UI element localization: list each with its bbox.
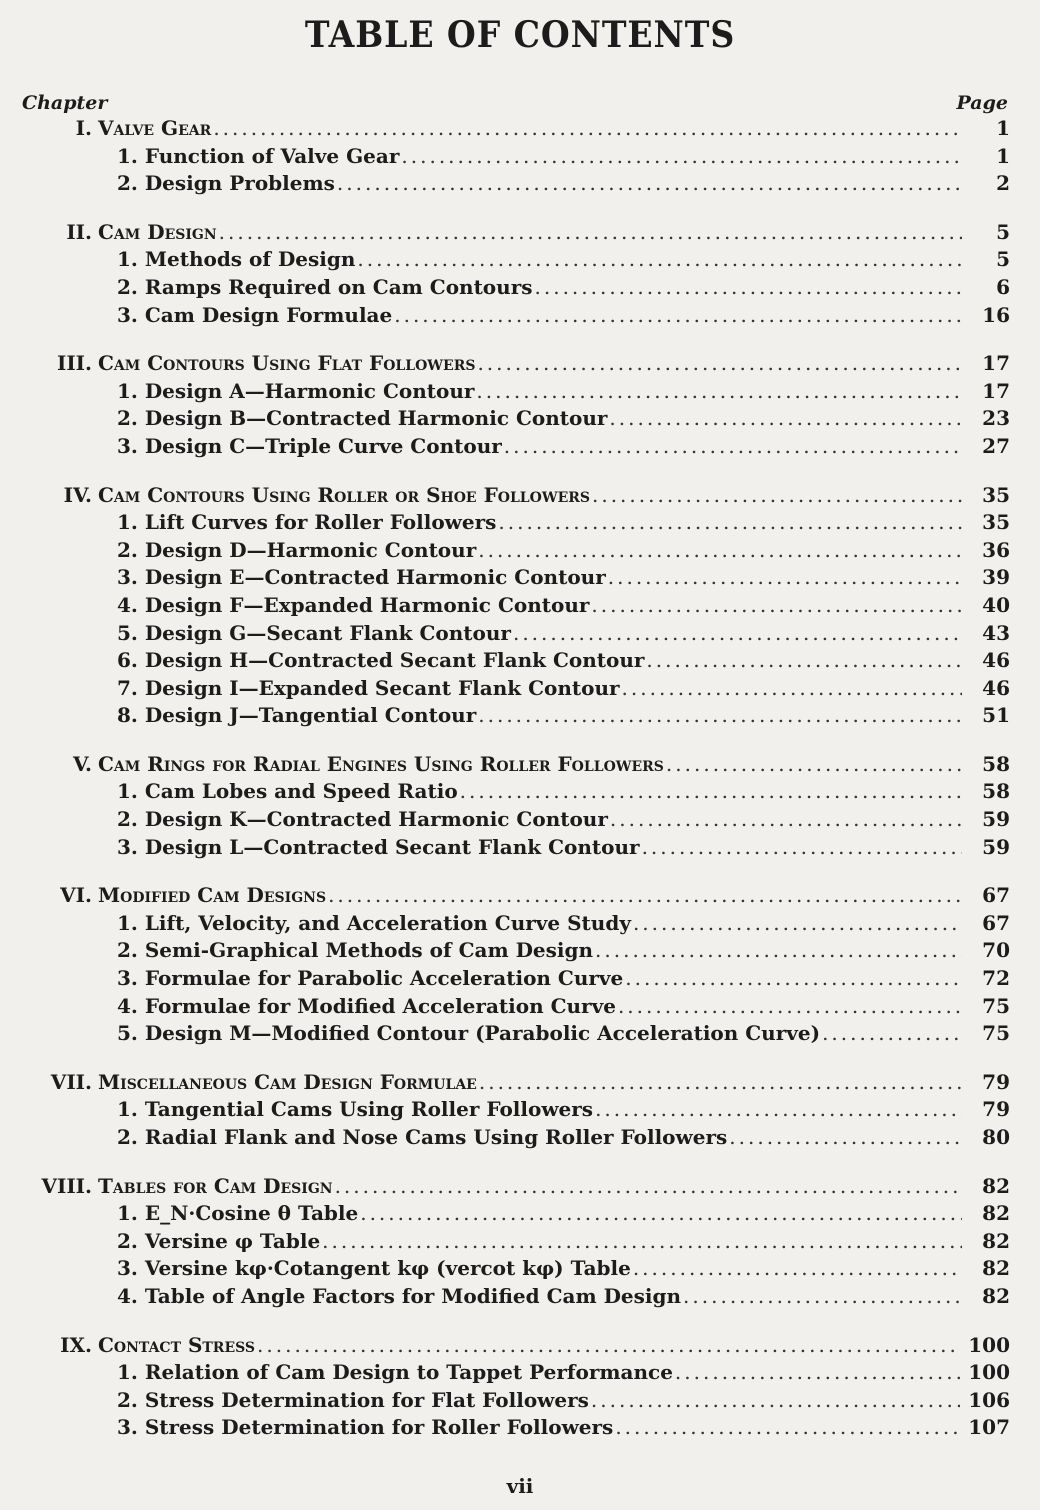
section-label: 6. Design H—Contracted Secant Flank Contour <box>117 648 645 673</box>
section-label: 2. Design K—Contracted Harmonic Contour <box>117 807 608 832</box>
section-page: 23 <box>982 406 1010 431</box>
section-page: 72 <box>982 966 1010 991</box>
section-page: 51 <box>982 703 1010 728</box>
section-entry[interactable] <box>0 144 1040 172</box>
dot-leader <box>394 303 962 327</box>
section-entry[interactable] <box>0 1229 1040 1257</box>
chapter-page: 67 <box>982 883 1010 908</box>
section-label: 3. Cam Design Formulae <box>117 302 393 327</box>
chapter-numeral: VII. <box>50 1069 92 1094</box>
dot-leader <box>535 275 963 299</box>
dot-leader <box>729 1125 962 1149</box>
section-page: 79 <box>982 1097 1010 1122</box>
section-page: 46 <box>982 675 1010 700</box>
section-page: 40 <box>982 592 1010 617</box>
chapter-entry[interactable] <box>0 1070 1040 1098</box>
section-entry[interactable] <box>0 1256 1040 1284</box>
chapter-page: 17 <box>982 351 1010 376</box>
section-label: 2. Semi-Graphical Methods of Cam Design <box>117 938 594 963</box>
section-page: 46 <box>982 648 1010 673</box>
section-label: 2. Radial Flank and Nose Cams Using Roller Followers <box>117 1125 728 1149</box>
section-page: 6 <box>996 274 1010 299</box>
section-entry[interactable] <box>0 538 1040 566</box>
section-entry[interactable] <box>0 779 1040 807</box>
chapter-numeral: IV. <box>63 482 92 507</box>
page-number: vii <box>506 1474 534 1498</box>
dot-leader <box>609 406 962 430</box>
section-page: 82 <box>982 1228 1010 1253</box>
section-label: 4. Design F—Expanded Harmonic Contour <box>117 592 590 617</box>
section-entry[interactable] <box>0 593 1040 621</box>
section-entry[interactable] <box>0 275 1040 303</box>
chapter-title: Contact Stress <box>98 1332 256 1357</box>
chapter-label <box>0 483 590 507</box>
chapter-label <box>0 1174 333 1198</box>
section-entry[interactable] <box>0 565 1040 593</box>
dot-leader <box>591 593 962 617</box>
chapter-title: Modified Cam Designs <box>98 883 327 908</box>
section-page: 39 <box>982 565 1010 590</box>
dot-leader <box>622 676 962 700</box>
section-page: 82 <box>982 1283 1010 1308</box>
section-label: 5. Design M—Modified Contour (Parabolic Acceleration Curve) <box>117 1021 821 1046</box>
section-entry[interactable] <box>0 966 1040 994</box>
chapter-numeral: III. <box>56 351 92 376</box>
dot-leader <box>322 1229 962 1253</box>
section-entry[interactable] <box>0 434 1040 462</box>
section-label: 3. Design E—Contracted Harmonic Contour <box>117 565 606 590</box>
chapter-entry[interactable] <box>0 220 1040 248</box>
section-entry[interactable] <box>0 648 1040 676</box>
section-page: 82 <box>982 1201 1010 1226</box>
dot-leader <box>595 1097 962 1121</box>
section-page: 27 <box>982 433 1010 458</box>
chapter-numeral: IX. <box>60 1332 92 1357</box>
chapter-entry[interactable] <box>0 752 1040 780</box>
chapter-entry[interactable] <box>0 883 1040 911</box>
section-label: 3. Design L—Contracted Secant Flank Contour <box>117 834 640 859</box>
chapter-column-header: Chapter <box>22 92 108 114</box>
section-label: 8. Design J—Tangential Contour <box>117 703 477 728</box>
section-label: 4. Table of Angle Factors for Modified Cam Design <box>117 1283 682 1308</box>
section-page: 106 <box>968 1387 1010 1412</box>
section-entry[interactable] <box>0 406 1040 434</box>
section-entry[interactable] <box>0 247 1040 275</box>
chapter-label <box>0 116 211 140</box>
section-label: 2. Design Problems <box>117 171 335 196</box>
dot-leader <box>337 171 962 195</box>
section-label: 1. Design A—Harmonic Contour <box>117 378 475 403</box>
chapter-label <box>0 883 326 907</box>
dot-leader <box>401 144 962 168</box>
dot-leader <box>476 379 962 403</box>
section-page: 17 <box>982 378 1010 403</box>
section-label: 3. Stress Determination for Roller Followers <box>117 1415 614 1440</box>
dot-leader <box>213 116 962 140</box>
section-entry[interactable] <box>0 171 1040 199</box>
chapter-title: Miscellaneous Cam Design Formulae <box>98 1069 477 1094</box>
section-entry[interactable] <box>0 676 1040 704</box>
section-page: 5 <box>996 247 1010 272</box>
chapter-page: 79 <box>982 1069 1010 1094</box>
section-entry[interactable] <box>0 994 1040 1022</box>
section-label: 1. Methods of Design <box>117 247 356 272</box>
section-label: 1. Cam Lobes and Speed Ratio <box>117 779 458 804</box>
dot-leader <box>335 1174 962 1198</box>
section-entry[interactable] <box>0 835 1040 863</box>
chapter-title: Cam Contours Using Flat Followers <box>98 351 476 376</box>
dot-leader <box>618 994 962 1018</box>
chapter-page: 5 <box>996 219 1010 244</box>
chapter-label <box>0 1070 477 1094</box>
section-page: 67 <box>982 910 1010 935</box>
dot-leader <box>591 1388 960 1412</box>
dot-leader <box>608 565 962 589</box>
dot-leader <box>615 1415 960 1439</box>
section-page: 16 <box>982 302 1010 327</box>
section-page: 75 <box>982 1021 1010 1046</box>
section-page: 59 <box>982 834 1010 859</box>
section-label: 7. Design I—Expanded Secant Flank Contour <box>117 675 620 700</box>
section-label: 1. Tangential Cams Using Roller Followers <box>117 1097 594 1122</box>
section-entry[interactable] <box>0 1201 1040 1229</box>
chapter-page: 35 <box>982 482 1010 507</box>
chapter-numeral: V. <box>73 751 92 776</box>
chapter-label <box>0 752 664 776</box>
section-label: 1. Lift Curves for Roller Followers <box>117 510 497 535</box>
dot-leader <box>633 911 962 935</box>
dot-leader <box>504 434 962 458</box>
section-label: 3. Design C—Triple Curve Contour <box>117 433 502 458</box>
page-column-header: Page <box>956 92 1008 114</box>
section-entry[interactable] <box>0 1021 1040 1049</box>
table-of-contents <box>0 116 1040 1443</box>
dot-leader <box>357 247 962 271</box>
section-entry[interactable] <box>0 1360 1040 1388</box>
chapter-entry[interactable] <box>0 1333 1040 1361</box>
dot-leader <box>642 835 962 859</box>
chapter-title: Cam Design <box>98 219 217 244</box>
section-entry[interactable] <box>0 621 1040 649</box>
chapter-title: Valve Gear <box>98 116 212 140</box>
chapter-label <box>0 1333 255 1357</box>
chapter-numeral: VI. <box>60 883 92 908</box>
section-page: 100 <box>968 1360 1010 1385</box>
section-page: 75 <box>982 993 1010 1018</box>
section-entry[interactable] <box>0 1284 1040 1312</box>
dot-leader <box>675 1360 960 1384</box>
dot-leader <box>822 1021 962 1045</box>
dot-leader <box>498 510 962 534</box>
dot-leader <box>592 483 962 507</box>
chapter-entry[interactable] <box>0 483 1040 511</box>
dot-leader <box>513 621 962 645</box>
section-label: 3. Versine kφ·Cotangent kφ (vercot kφ) Table <box>117 1256 631 1281</box>
section-entry[interactable] <box>0 379 1040 407</box>
section-page: 1 <box>996 143 1010 168</box>
section-label: 1. E_N·Cosine θ Table <box>117 1201 359 1226</box>
section-label: 1. Relation of Cam Design to Tappet Performance <box>117 1360 673 1385</box>
dot-leader <box>219 220 962 244</box>
dot-leader <box>257 1333 960 1357</box>
chapter-title: Cam Rings for Radial Engines Using Roller Followers <box>98 751 664 776</box>
section-page: 36 <box>982 537 1010 562</box>
section-label: 4. Formulae for Modified Acceleration Curve <box>117 993 616 1018</box>
chapter-title: Tables for Cam Design <box>98 1173 333 1198</box>
chapter-label <box>0 351 475 375</box>
section-page: 107 <box>968 1415 1010 1440</box>
dot-leader <box>633 1256 962 1280</box>
dot-leader <box>478 538 962 562</box>
dot-leader <box>683 1284 962 1308</box>
section-page: 59 <box>982 807 1010 832</box>
section-entry[interactable] <box>0 1125 1040 1153</box>
chapter-numeral: II. <box>66 219 92 244</box>
section-entry[interactable] <box>0 703 1040 731</box>
section-page: 43 <box>982 620 1010 645</box>
chapter-entry[interactable] <box>0 1174 1040 1202</box>
dot-leader <box>595 938 962 962</box>
section-label: 2. Versine φ Table <box>117 1228 321 1253</box>
dot-leader <box>460 779 962 803</box>
section-label: 2. Design D—Harmonic Contour <box>117 537 477 562</box>
section-entry[interactable] <box>0 1415 1040 1443</box>
section-entry[interactable] <box>0 938 1040 966</box>
section-label: 2. Design B—Contracted Harmonic Contour <box>117 406 608 431</box>
section-entry[interactable] <box>0 303 1040 331</box>
section-label: 2. Ramps Required on Cam Contours <box>117 274 533 299</box>
dot-leader <box>360 1201 962 1225</box>
section-page: 58 <box>982 779 1010 804</box>
chapter-numeral: VIII. <box>41 1173 92 1198</box>
section-label: 5. Design G—Secant Flank Contour <box>117 620 511 645</box>
section-label: 3. Formulae for Parabolic Acceleration Curve <box>117 966 624 991</box>
dot-leader <box>625 966 962 990</box>
section-entry[interactable] <box>0 807 1040 835</box>
dot-leader <box>479 1070 962 1094</box>
section-label: 1. Function of Valve Gear <box>117 143 400 168</box>
page-title: TABLE OF CONTENTS <box>304 14 736 56</box>
section-entry[interactable] <box>0 911 1040 939</box>
chapter-title: Cam Contours Using Roller or Shoe Followers <box>98 482 590 507</box>
section-entry[interactable] <box>0 510 1040 538</box>
section-page: 35 <box>982 510 1010 535</box>
chapter-entry[interactable] <box>0 116 1040 144</box>
section-page: 2 <box>996 171 1010 196</box>
section-page: 82 <box>982 1256 1010 1281</box>
dot-leader <box>610 807 962 831</box>
section-label: 1. Lift, Velocity, and Acceleration Curve Study <box>117 910 631 935</box>
dot-leader <box>328 883 962 907</box>
section-page: 80 <box>982 1125 1010 1149</box>
dot-leader <box>666 752 962 776</box>
section-label: 2. Stress Determination for Flat Followers <box>117 1387 589 1412</box>
dot-leader <box>477 351 962 375</box>
section-entry[interactable] <box>0 1388 1040 1416</box>
dot-leader <box>478 703 962 727</box>
chapter-entry[interactable] <box>0 351 1040 379</box>
section-page: 70 <box>982 938 1010 963</box>
dot-leader <box>646 648 962 672</box>
chapter-page: 58 <box>982 751 1010 776</box>
chapter-page: 100 <box>968 1332 1010 1357</box>
chapter-page: 1 <box>996 116 1010 140</box>
chapter-page: 82 <box>982 1173 1010 1198</box>
section-entry[interactable] <box>0 1097 1040 1125</box>
chapter-numeral: I. <box>75 116 92 140</box>
chapter-label <box>0 220 217 244</box>
